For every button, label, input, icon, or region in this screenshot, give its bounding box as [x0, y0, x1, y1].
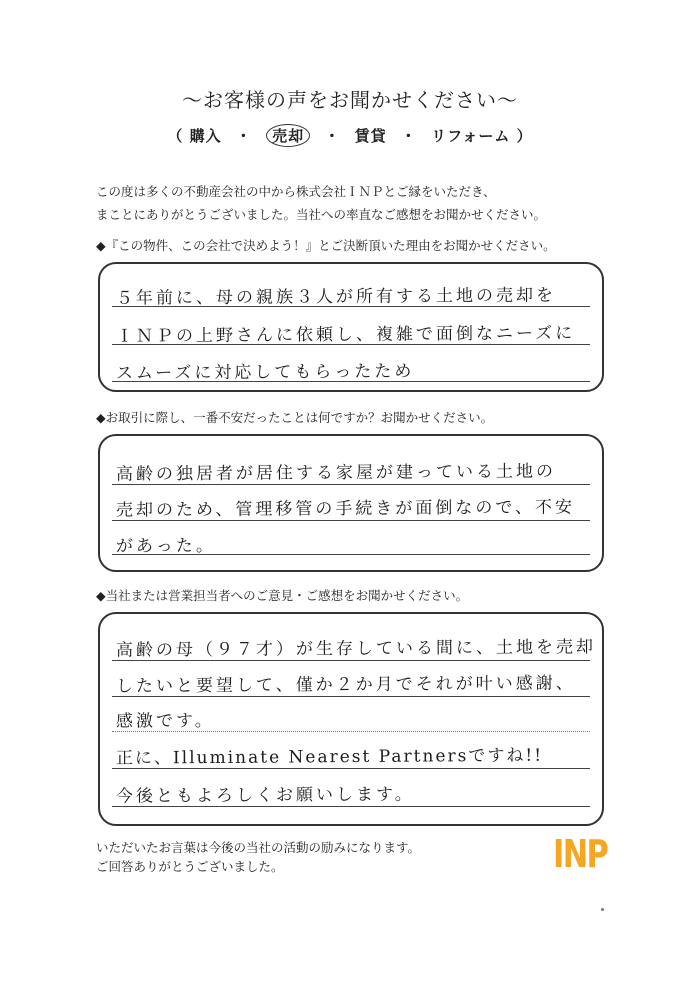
- handwritten-answer-line: 今後ともよろしくお願いします。: [115, 784, 415, 807]
- answer-box-2: [98, 434, 604, 572]
- handwritten-answer-line: 高齢の独居者が居住する家屋が建っている土地の: [115, 461, 557, 485]
- question-2-prompt: ◆お取引に際し、一番不安だったことは何ですか？お聞かせください。: [96, 410, 494, 425]
- handwritten-answer-line: 高齢の母（９７才）が生存している間に、土地を売却: [115, 637, 597, 661]
- question-3-prompt: ◆当社または営業担当者へのご意見・ご感想をお聞かせください。: [96, 588, 469, 603]
- intro-line: まことにありがとうございました。当社への率直なご感想をお聞かせください。: [96, 207, 547, 222]
- option-sale-circled: 売却: [266, 124, 310, 147]
- handwritten-answer-line: 感激です。: [115, 710, 215, 732]
- option-separator: ・: [324, 127, 341, 145]
- inp-logo: INP: [553, 832, 608, 876]
- answer-box-1: [98, 262, 604, 392]
- option-separator: ・: [235, 127, 252, 145]
- question-1-prompt: ◆『この物件、この会社で決めよう！』とご決断頂いた理由をお聞かせください。: [96, 238, 556, 253]
- footer-text: [96, 838, 420, 876]
- handwritten-answer-line: したいと要望して、僅か２か月でそれが叶い感謝、: [115, 673, 576, 697]
- answer-box-3: [98, 612, 604, 826]
- option-rental: 賃貸: [354, 127, 387, 145]
- scan-speck: [601, 908, 604, 911]
- option-separator: ・: [400, 127, 417, 145]
- handwritten-answer-line: があった。: [115, 535, 216, 557]
- handwritten-answer-line: ＩＮＰの上野さんに依頼し、複雑で面倒なニーズに: [115, 323, 576, 347]
- option-purchase: （ 購入: [167, 127, 222, 145]
- page-title: ～お客様の声をお聞かせください～: [182, 88, 518, 112]
- handwritten-answer-line: 売却のため、管理移管の手続きが面倒なので、不安: [115, 497, 576, 521]
- footer-line: いただいたお言葉は今後の当社の活動の励みになります。: [96, 840, 421, 855]
- footer-line: ご回答ありがとうございました。: [96, 859, 284, 874]
- transaction-type-options: [0, 124, 700, 147]
- handwritten-answer-line: スムーズに対応してもらったため: [115, 361, 415, 384]
- option-reform: リフォーム ）: [431, 127, 533, 145]
- handwritten-answer-line: ５年前に、母の親族３人が所有する土地の売却を: [115, 285, 557, 309]
- intro-text: [96, 180, 616, 226]
- handwritten-answer-line: 正に、Illuminate Nearest Partnersですね!!: [115, 745, 544, 769]
- intro-line: この度は多くの不動産会社の中から株式会社ＩＮＰとご縁をいただき、: [96, 184, 496, 199]
